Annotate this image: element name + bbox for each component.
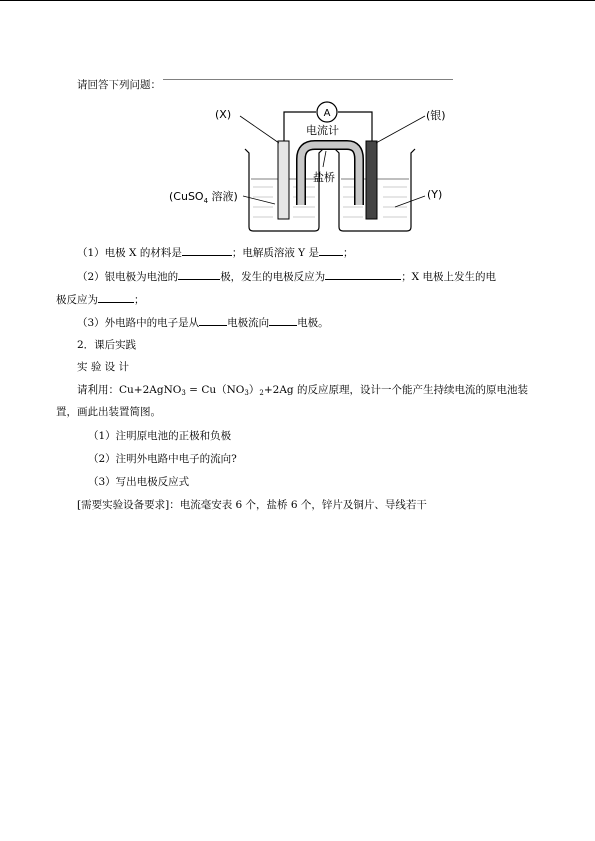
ammeter-symbol: A xyxy=(323,108,331,119)
electrode-silver xyxy=(366,141,377,219)
question-3: （3）外电路中的电子是从 电极流向 电极。 xyxy=(77,314,329,330)
pointer-silver xyxy=(376,116,425,143)
ammeter-label: 电流计 xyxy=(306,124,339,137)
pointer-salt-bridge xyxy=(323,151,326,167)
pointer-x xyxy=(240,116,279,143)
section-heading: 2．课后实践 xyxy=(77,339,137,351)
question-2-continued: 极反应为 ； xyxy=(56,291,145,307)
answer-blank[interactable] xyxy=(178,268,220,280)
intro-text: 请回答下列问题： xyxy=(77,79,161,91)
paragraph-reaction: 请利用：Cu+2AgNO$_3$ = $Cu(NO_3)_2+2Ag$ 的反应原理，设计一个能产生持续电流的原电池装 xyxy=(77,384,528,397)
answer-blank[interactable] xyxy=(98,291,134,303)
answer-blank[interactable] xyxy=(325,268,401,280)
label-silver: (银) xyxy=(426,109,446,122)
salt-bridge-label: 盐桥 xyxy=(313,171,335,184)
question-2: （2）银电极为电池的 极，发生的电极反应为 ；X 电极上发生的电 xyxy=(77,268,496,284)
header-rule xyxy=(0,0,595,1)
answer-blank[interactable] xyxy=(319,244,343,256)
equipment-requirements: [需要实验设备要求]：电流毫安表 6 个，盐桥 6 个，锌片及铜片、导线若干 xyxy=(77,499,427,511)
label-cuso4: (CuSO$_4$ 溶液) xyxy=(169,190,238,205)
question-1: （1）电极 X 的材料是 ；电解质溶液 Y 是 ； xyxy=(77,244,353,260)
label-y: (Y) xyxy=(427,188,443,201)
list-item: （3）写出电极反应式 xyxy=(88,476,190,488)
section-subheading: 实 验 设 计 xyxy=(77,361,130,373)
answer-blank[interactable] xyxy=(182,244,232,256)
list-item: （1）注明原电池的正极和负极 xyxy=(88,430,232,442)
list-item: （2）注明外电路中电子的流向? xyxy=(88,453,237,465)
pointer-y xyxy=(395,196,425,207)
label-x: (X) xyxy=(215,108,232,121)
answer-blank[interactable] xyxy=(269,314,297,326)
electrode-x xyxy=(278,141,289,219)
galvanic-cell-figure xyxy=(163,79,453,237)
paragraph-reaction-continued: 置，画此出装置简图。 xyxy=(56,406,161,418)
answer-blank[interactable] xyxy=(199,314,227,326)
